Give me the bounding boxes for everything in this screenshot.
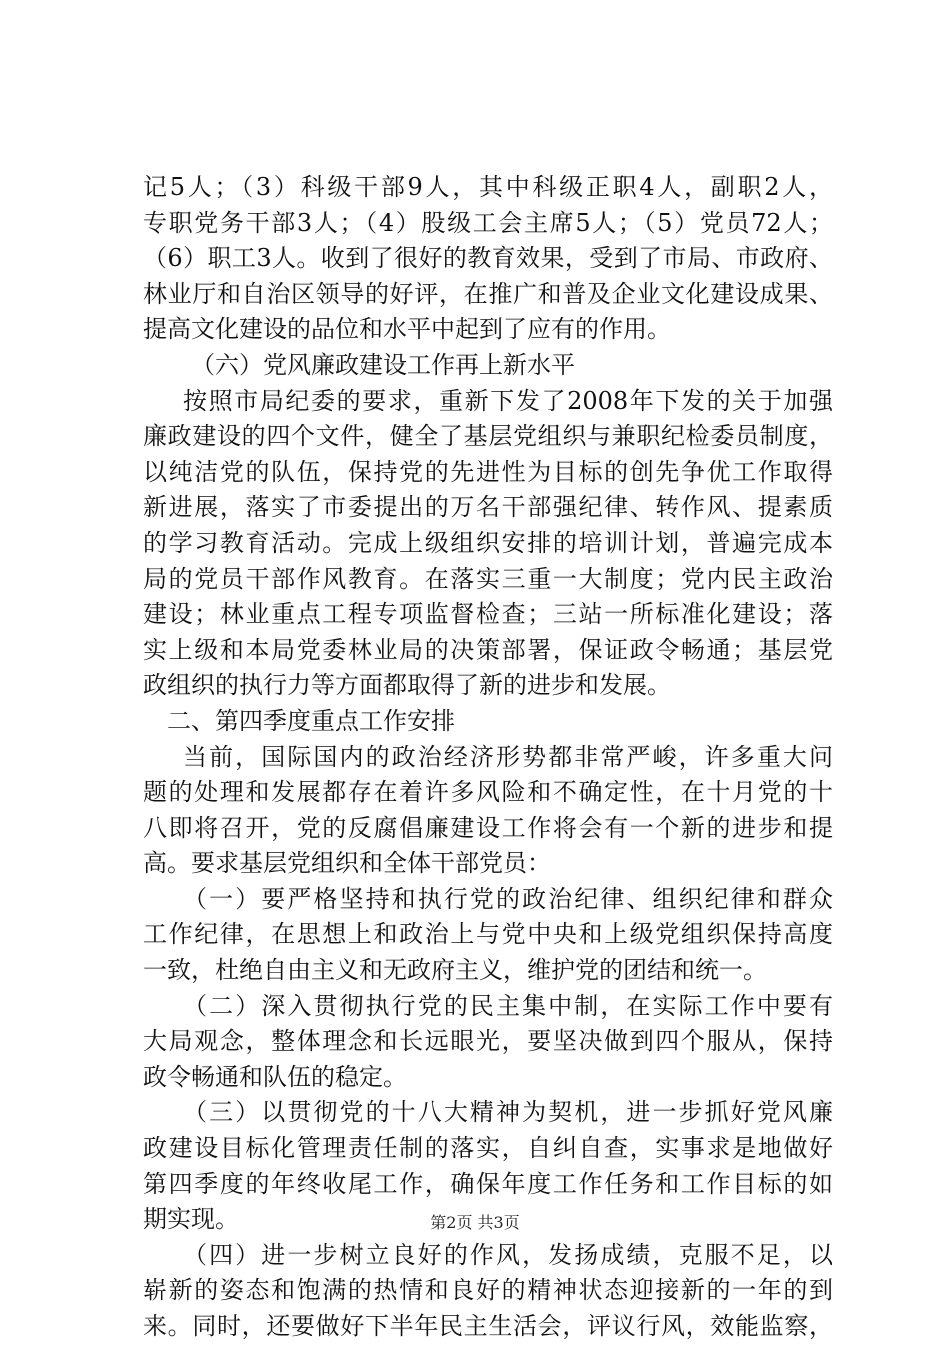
text-line: 政令畅通和队伍的稳定。: [143, 1062, 407, 1091]
text-line: 题的处理和发展都存在着许多风险和不确定性，在十月党的十: [143, 778, 833, 807]
text-line: 高。要求基层党组织和全体干部党员：: [143, 849, 551, 878]
document-body: [143, 170, 833, 1345]
text-line: 八即将召开，党的反腐倡廉建设工作将会有一个新的进步和提: [143, 813, 833, 842]
text-line: 新进展，落实了市委提出的万名干部强纪律、转作风、提素质: [143, 493, 833, 522]
text-line: 来。同时，还要做好下半年民主生活会，评议行风，效能监察，: [143, 1312, 833, 1340]
text-line: 以纯洁党的队伍，保持党的先进性为目标的创先争优工作取得: [143, 457, 833, 486]
page-footer: 第2页 共3页: [430, 1213, 520, 1232]
text-line: 一致，杜绝自由主义和无政府主义，维护党的团结和统一。: [143, 956, 767, 985]
text-line: 的学习教育活动。完成上级组织安排的培训计划，普遍完成本: [143, 528, 833, 557]
text-line: （四）进一步树立良好的作风，发扬成绩，克服不足，以: [183, 1240, 833, 1269]
text-line: 提高文化建设的品位和水平中起到了应有的作用。: [143, 315, 671, 344]
text-line: （一）要严格坚持和执行党的政治纪律、组织纪律和群众: [183, 884, 833, 913]
text-line: 期实现。: [143, 1205, 239, 1234]
text-line: 第四季度的年终收尾工作，确保年度工作任务和工作目标的如: [143, 1169, 833, 1198]
text-line: 按照市局纪委的要求，重新下发了2008年下发的关于加强: [183, 386, 833, 415]
text-line: 政组织的执行力等方面都取得了新的进步和发展。: [143, 671, 671, 700]
text-line: 林业厅和自治区领导的好评，在推广和普及企业文化建设成果、: [143, 279, 833, 308]
section-heading: 二、第四季度重点工作安排: [167, 706, 455, 735]
text-line: 廉政建设的四个文件，健全了基层党组织与兼职纪检委员制度，: [143, 422, 833, 451]
section-heading: （六）党风廉政建设工作再上新水平: [191, 350, 575, 379]
text-line: （6）职工3人。收到了很好的教育效果，受到了市局、市政府、: [143, 244, 833, 273]
text-line: 当前，国际国内的政治经济形势都非常严峻，许多重大问: [183, 742, 833, 771]
text-line: 政建设目标化管理责任制的落实，自纠自查，实事求是地做好: [143, 1134, 833, 1163]
text-line: （三）以贯彻党的十八大精神为契机，进一步抓好党风廉: [183, 1098, 833, 1127]
text-line: 实上级和本局党委林业局的决策部署，保证政令畅通；基层党: [143, 635, 833, 664]
text-line: 局的党员干部作风教育。在落实三重一大制度；党内民主政治: [143, 564, 833, 593]
text-line: 工作纪律，在思想上和政治上与党中央和上级党组织保持高度: [143, 920, 833, 949]
text-line: 专职党务干部3人；（4）股级工会主席5人；（5）党员72人；: [143, 208, 833, 237]
text-line: 大局观念，整体理念和长远眼光，要坚决做到四个服从，保持: [143, 1027, 833, 1056]
text-line: 记5人；（3）科级干部9人，其中科级正职4人，副职2人，: [143, 173, 833, 201]
text-line: 建设；林业重点工程专项监督检查；三站一所标准化建设；落: [143, 600, 833, 629]
text-line: （二）深入贯彻执行党的民主集中制，在实际工作中要有: [183, 991, 833, 1020]
text-line: 崭新的姿态和饱满的热情和良好的精神状态迎接新的一年的到: [143, 1276, 833, 1305]
